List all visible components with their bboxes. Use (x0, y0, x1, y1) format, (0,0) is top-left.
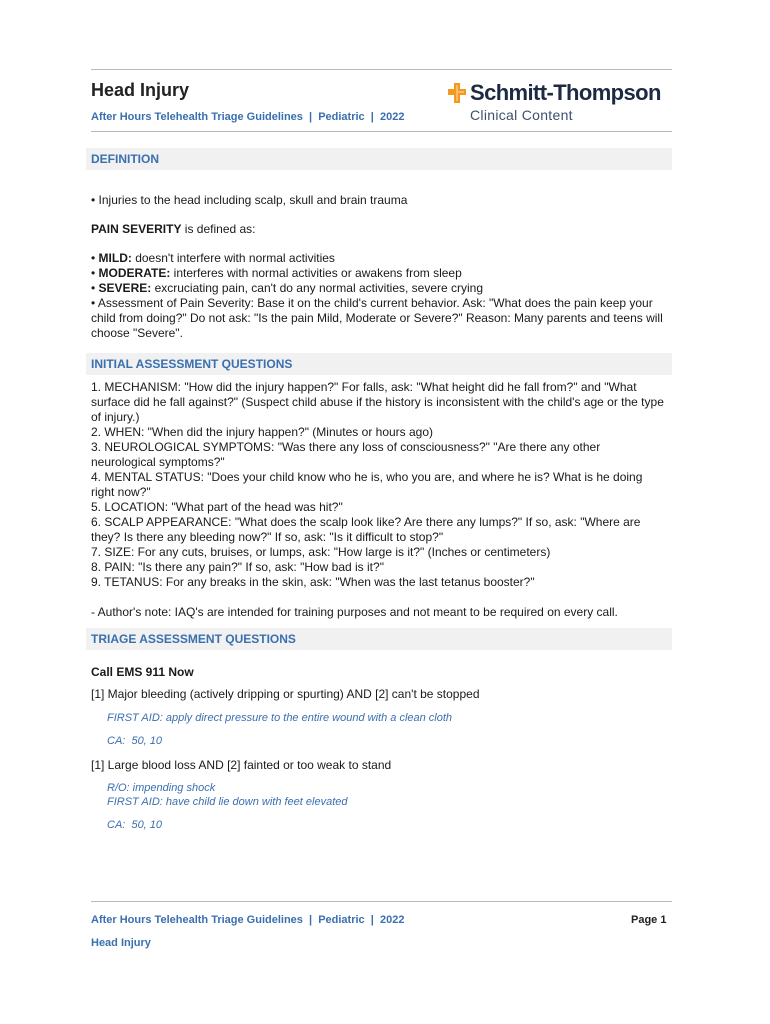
moderate-text: interferes with normal activities or awakens from sleep (170, 266, 462, 280)
severity-mild: • MILD: doesn't interfere with normal activities (91, 251, 335, 265)
cross-plus-icon (446, 82, 468, 104)
disposition-heading: Call EMS 911 Now (91, 665, 194, 679)
page-number: Page 1 (631, 914, 667, 926)
definition-body (91, 193, 666, 341)
pain-severity-label: PAIN SEVERITY (91, 222, 182, 236)
footer-rule (91, 901, 672, 902)
iaq-item: 5. LOCATION: "What part of the head was hit?" (91, 500, 343, 514)
iaq-item: 1. MECHANISM: "How did the injury happen?" For falls, ask: "What height did he fall from?" and "What surface did he fall against?" (Suspect child abuse if the history is inconsistent with the child's age or the type of injury.) (91, 380, 664, 424)
severity-moderate: • MODERATE: interferes with normal activities or awakens from sleep (91, 266, 462, 280)
first-aid-note: FIRST AID: apply direct pressure to the entire wound with a clean cloth (107, 712, 453, 724)
authors-note: - Author's note: IAQ's are intended for training purposes and not meant to be required on every call. (91, 605, 618, 619)
pain-severity-line (91, 222, 666, 237)
pain-severity-text: is defined as: (181, 222, 256, 236)
ca-codes: CA: 50, 10 (107, 819, 163, 831)
iaq-item: 7. SIZE: For any cuts, bruises, or lumps, ask: "How large is it?" (Inches or centimeters) (91, 545, 551, 559)
section-heading-definition: DEFINITION (86, 148, 672, 170)
logo-wordmark: Schmitt-Thompson (470, 80, 661, 105)
iaq-item: 8. PAIN: "Is there any pain?" If so, ask: "How bad is it?" (91, 560, 384, 574)
logo-subline: Clinical Content (470, 107, 573, 123)
severe-label: SEVERE: (98, 281, 152, 295)
footer-guideline: After Hours Telehealth Triage Guidelines | Pediatric | 2022 (91, 914, 405, 926)
definition-line: • Injuries to the head including scalp, skull and brain trauma (91, 193, 408, 207)
severe-text: excruciating pain, can't do any normal activities, severe crying (151, 281, 484, 295)
mild-text: doesn't interfere with normal activities (131, 251, 335, 265)
footer-title: Head Injury (91, 937, 151, 949)
triage-question-1: [1] Major bleeding (actively dripping or spurting) AND [2] can't be stopped (91, 687, 480, 701)
iaq-item: 3. NEUROLOGICAL SYMPTOMS: "Was there any loss of consciousness?" "Are there any other neurological symptoms?" (91, 440, 601, 469)
header-rule (91, 131, 672, 132)
severity-severe: • SEVERE: excruciating pain, can't do any normal activities, severe crying (91, 281, 484, 295)
pain-assessment-text: • Assessment of Pain Severity: Base it on the child's current behavior. Ask: "What does the pain keep your child from doing?" Do not ask: "Is the pain Mild, Moderate or Severe?" Reason: Many parents and teens will choose "Severe". (91, 296, 663, 340)
iaq-item: 2. WHEN: "When did the injury happen?" (Minutes or hours ago) (91, 425, 434, 439)
ca-codes: CA: 50, 10 (107, 735, 163, 747)
schmitt-thompson-logo (446, 80, 674, 124)
iaq-item: 9. TETANUS: For any breaks in the skin, ask: "When was the last tetanus booster?" (91, 575, 535, 589)
iaq-item: 4. MENTAL STATUS: "Does your child know who he is, who you are, and where he is? What is he doing right now?" (91, 470, 643, 499)
mild-label: MILD: (98, 251, 132, 265)
first-aid-note: FIRST AID: have child lie down with feet elevated (107, 796, 348, 808)
section-heading-triage: TRIAGE ASSESSMENT QUESTIONS (86, 628, 672, 650)
guideline-subtitle: After Hours Telehealth Triage Guidelines | Pediatric | 2022 (91, 111, 405, 123)
top-rule (91, 69, 672, 70)
iaq-item: 6. SCALP APPEARANCE: "What does the scalp look like? Are there any lumps?" If so, ask: "Where are they? Is there any bleeding now?" If so, ask: "Is it difficult to stop?" (91, 515, 641, 544)
moderate-label: MODERATE: (98, 266, 171, 280)
triage-question-2: [1] Large blood loss AND [2] fainted or too weak to stand (91, 758, 392, 772)
rule-out-note: R/O: impending shock (107, 782, 216, 794)
iaq-body (91, 380, 666, 620)
section-heading-initial-assessment: INITIAL ASSESSMENT QUESTIONS (86, 353, 672, 375)
page-title: Head Injury (91, 80, 190, 100)
